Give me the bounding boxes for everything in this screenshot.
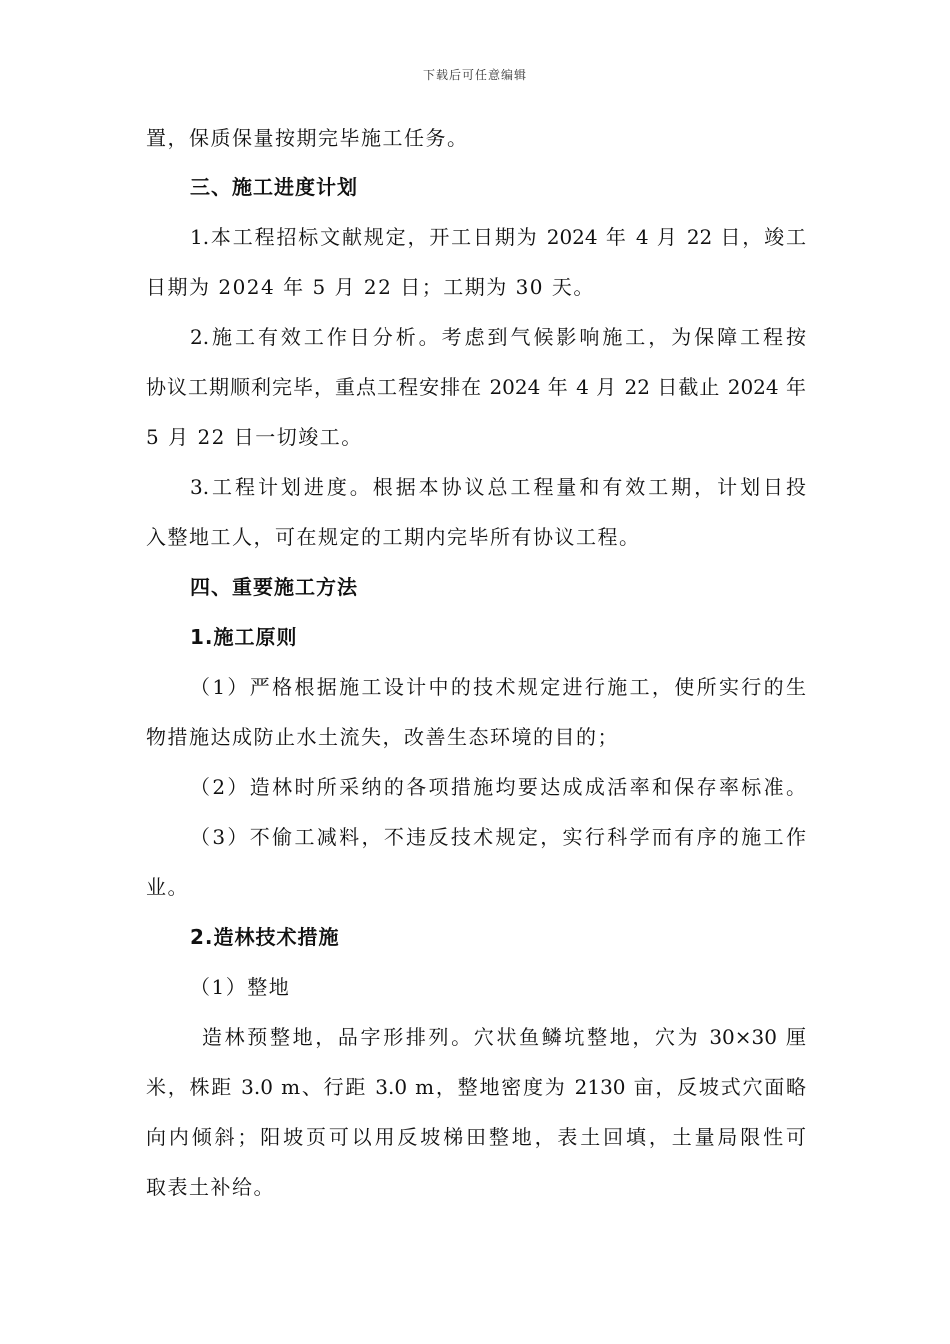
paragraph-line: 米，株距 3.0 m、行距 3.0 m，整地密度为 2130 亩，反坡式穴面略 [146,1075,806,1099]
subsection-heading: 2.造林技术措施 [190,925,340,949]
page-header: 下载后可任意编辑 [422,68,527,82]
paragraph-line: 物措施达成防止水土流失，改善生态环境的目的； [146,725,619,749]
paragraph-line: 1.本工程招标文献规定，开工日期为 2024 年 4 月 22 日，竣工 [190,225,806,249]
section-heading: 四、重要施工方法 [190,575,358,599]
paragraph-line: 5 月 22 日一切竣工。 [146,425,363,449]
paragraph-line: 2.施工有效工作日分析。考虑到气候影响施工，为保障工程按 [190,325,806,349]
paragraph-line: 日期为 2024 年 5 月 22 日；工期为 30 天。 [146,275,595,299]
paragraph-line: 取表土补给。 [146,1175,275,1199]
paragraph-line: （2）造林时所采纳的各项措施均要达成成活率和保存率标准。 [190,775,806,799]
paragraph-line: 造林预整地，品字形排列。穴状鱼鳞坑整地，穴为 30×30 厘 [202,1025,806,1049]
paragraph-line: 协议工期顺利完毕，重点工程安排在 2024 年 4 月 22 日截止 2024 年 [146,375,806,399]
paragraph-line: 置，保质保量按期完毕施工任务。 [146,126,469,150]
paragraph-line: 3.工程计划进度。根据本协议总工程量和有效工期，计划日投 [190,475,806,499]
section-heading: 三、施工进度计划 [190,175,358,199]
paragraph-line: 业。 [146,875,189,899]
subsection-heading: 1.施工原则 [190,625,298,649]
paragraph-line: 入整地工人，可在规定的工期内完毕所有协议工程。 [146,525,641,549]
paragraph-line: （3）不偷工减料，不违反技术规定，实行科学而有序的施工作 [190,825,806,849]
paragraph-line: 向内倾斜；阳坡页可以用反坡梯田整地，表土回填，土量局限性可 [146,1125,806,1149]
paragraph-line: （1）严格根据施工设计中的技术规定进行施工，使所实行的生 [190,675,806,699]
paragraph-line: （1）整地 [190,975,291,999]
